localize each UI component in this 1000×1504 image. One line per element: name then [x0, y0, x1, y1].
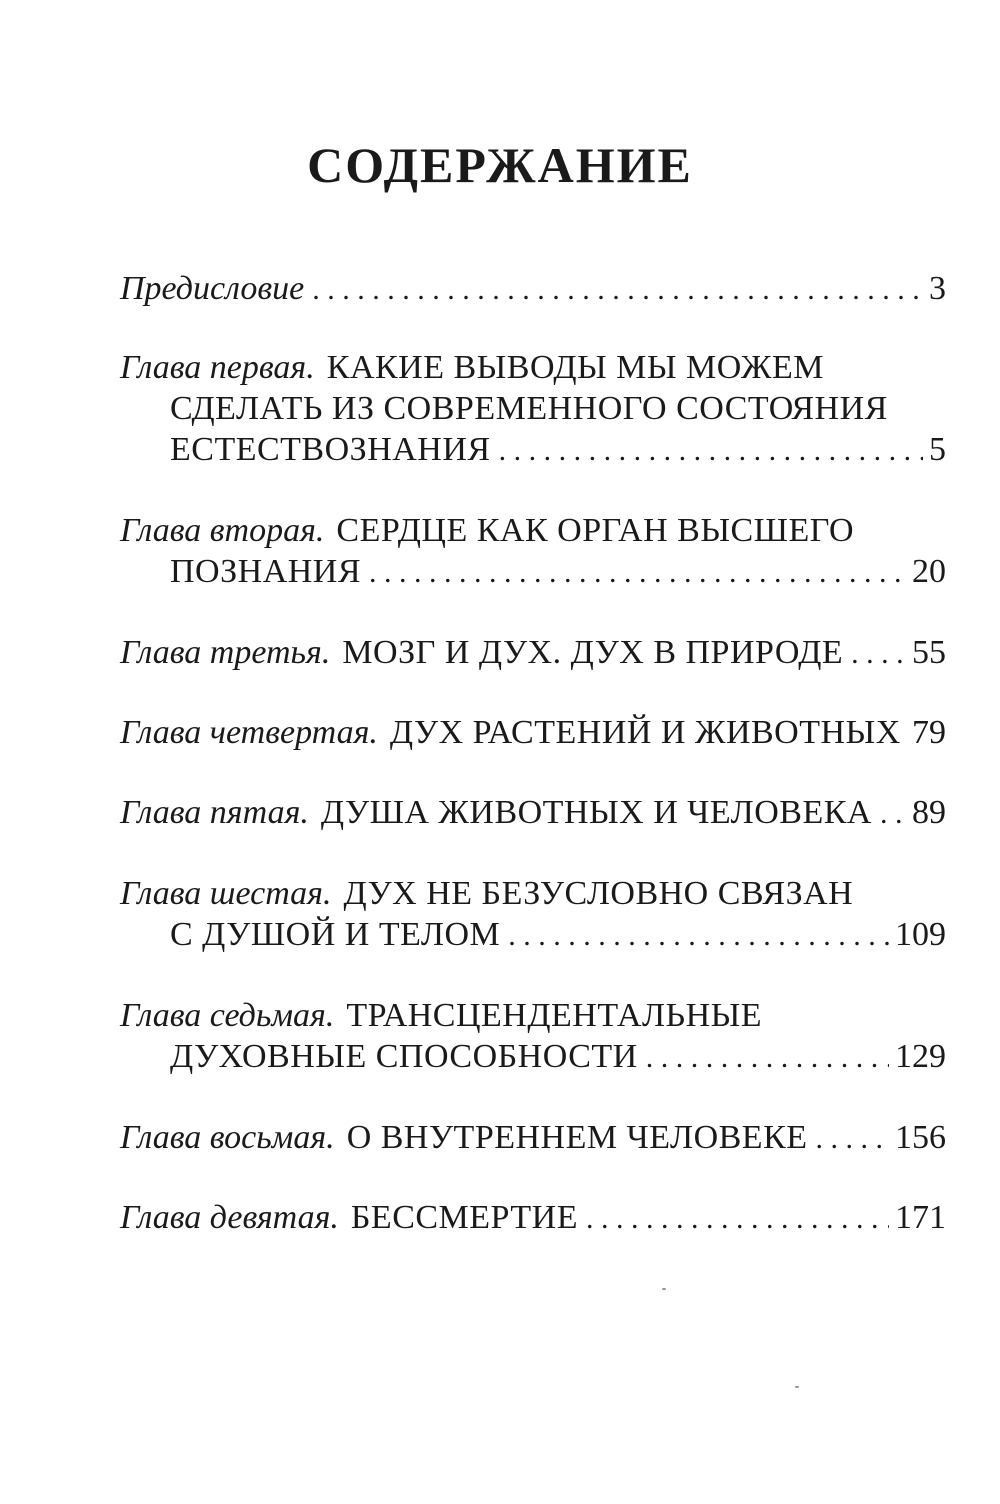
- toc-label: Глава восьмая.: [120, 1119, 335, 1156]
- chapter-title-line: ПОЗНАНИЯ: [170, 553, 362, 590]
- toc-line: [120, 510, 946, 551]
- toc-label: Глава четвертая.: [120, 714, 378, 751]
- toc-line: [120, 632, 946, 673]
- dot-leader: [369, 552, 906, 593]
- toc-line: [120, 429, 946, 470]
- toc-entry-chapter-5: [120, 792, 946, 833]
- chapter-title-line: О ВНУТРЕННЕМ ЧЕЛОВЕКЕ: [346, 1119, 808, 1156]
- toc-page-number: 79: [912, 714, 946, 751]
- toc-line: [120, 914, 946, 955]
- chapter-title-line: ТРАНСЦЕНДЕНТАЛЬНЫЕ: [346, 997, 763, 1034]
- dot-leader: [880, 793, 906, 834]
- toc-line: [120, 712, 946, 753]
- chapter-title-line: КАКИЕ ВЫВОДЫ МЫ МОЖЕМ: [326, 349, 824, 386]
- chapter-title-line: ЕСТЕСТВОЗНАНИЯ: [170, 431, 491, 468]
- toc-entry-chapter-4: [120, 712, 946, 753]
- toc-entry-chapter-6: [120, 873, 946, 955]
- toc-page-number: 89: [912, 794, 946, 831]
- chapter-title-line: СДЕЛАТЬ ИЗ СОВРЕМЕННОГО СОСТОЯНИЯ: [170, 390, 888, 427]
- table-of-contents: [120, 268, 946, 1236]
- toc-label: Глава шестая.: [120, 875, 332, 912]
- toc-label: Глава первая.: [120, 349, 315, 386]
- chapter-title-line: ДУХОВНЫЕ СПОСОБНОСТИ: [170, 1038, 638, 1075]
- toc-label: Глава третья.: [120, 634, 331, 671]
- toc-entry-chapter-2: [120, 510, 946, 592]
- scan-speck: [662, 1288, 666, 1290]
- dot-leader: [646, 1037, 889, 1078]
- toc-page-number: 3: [929, 270, 946, 307]
- dot-leader: [851, 633, 906, 674]
- toc-page-number: 129: [895, 1038, 946, 1075]
- chapter-title-line: ДУША ЖИВОТНЫХ И ЧЕЛОВЕКА: [320, 794, 872, 831]
- dot-leader: [499, 430, 923, 471]
- toc-entry-chapter-9: [120, 1197, 946, 1238]
- chapter-title-line: ДУХ НЕ БЕЗУСЛОВНО СВЯЗАН: [343, 875, 854, 912]
- chapter-title-line: МОЗГ И ДУХ. ДУХ В ПРИРОДЕ: [342, 634, 844, 671]
- toc-line: [120, 1036, 946, 1077]
- toc-line: [120, 1197, 946, 1238]
- chapter-title-line: СЕРДЦЕ КАК ОРГАН ВЫСШЕГО: [336, 512, 855, 549]
- dot-leader: [909, 713, 910, 754]
- toc-line: [120, 268, 946, 309]
- toc-line: [120, 873, 946, 914]
- chapter-title-line: С ДУШОЙ И ТЕЛОМ: [170, 916, 501, 953]
- toc-page-number: 171: [895, 1199, 946, 1236]
- toc-label: Глава девятая.: [120, 1199, 339, 1236]
- scan-speck: [795, 1386, 799, 1388]
- toc-entry-chapter-7: [120, 995, 946, 1077]
- toc-page-number: 156: [895, 1119, 946, 1156]
- toc-entry-preface: [120, 268, 946, 309]
- toc-line: [120, 995, 946, 1036]
- toc-line: [120, 551, 946, 592]
- dot-leader: [816, 1118, 889, 1159]
- chapter-title-line: БЕССМЕРТИЕ: [350, 1199, 578, 1236]
- toc-label: Глава вторая.: [120, 512, 325, 549]
- toc-entry-chapter-8: [120, 1117, 946, 1158]
- toc-line: [120, 388, 946, 429]
- dot-leader: [508, 915, 889, 956]
- toc-label: Глава пятая.: [120, 794, 309, 831]
- toc-page-number: 109: [895, 916, 946, 953]
- toc-entry-chapter-3: [120, 632, 946, 673]
- toc-line: [120, 1117, 946, 1158]
- toc-label: Предисловие: [120, 270, 305, 307]
- toc-line: [120, 347, 946, 388]
- page-title: СОДЕРЖАНИЕ: [307, 137, 693, 193]
- toc-page-number: 20: [912, 553, 946, 590]
- toc-entry-chapter-1: [120, 347, 946, 470]
- toc-page-number: 5: [929, 431, 946, 468]
- toc-label: Глава седьмая.: [120, 997, 335, 1034]
- toc-page-number: 55: [912, 634, 946, 671]
- toc-line: [120, 792, 946, 833]
- chapter-title-line: ДУХ РАСТЕНИЙ И ЖИВОТНЫХ: [389, 714, 901, 751]
- dot-leader: [586, 1198, 889, 1239]
- dot-leader: [312, 269, 923, 310]
